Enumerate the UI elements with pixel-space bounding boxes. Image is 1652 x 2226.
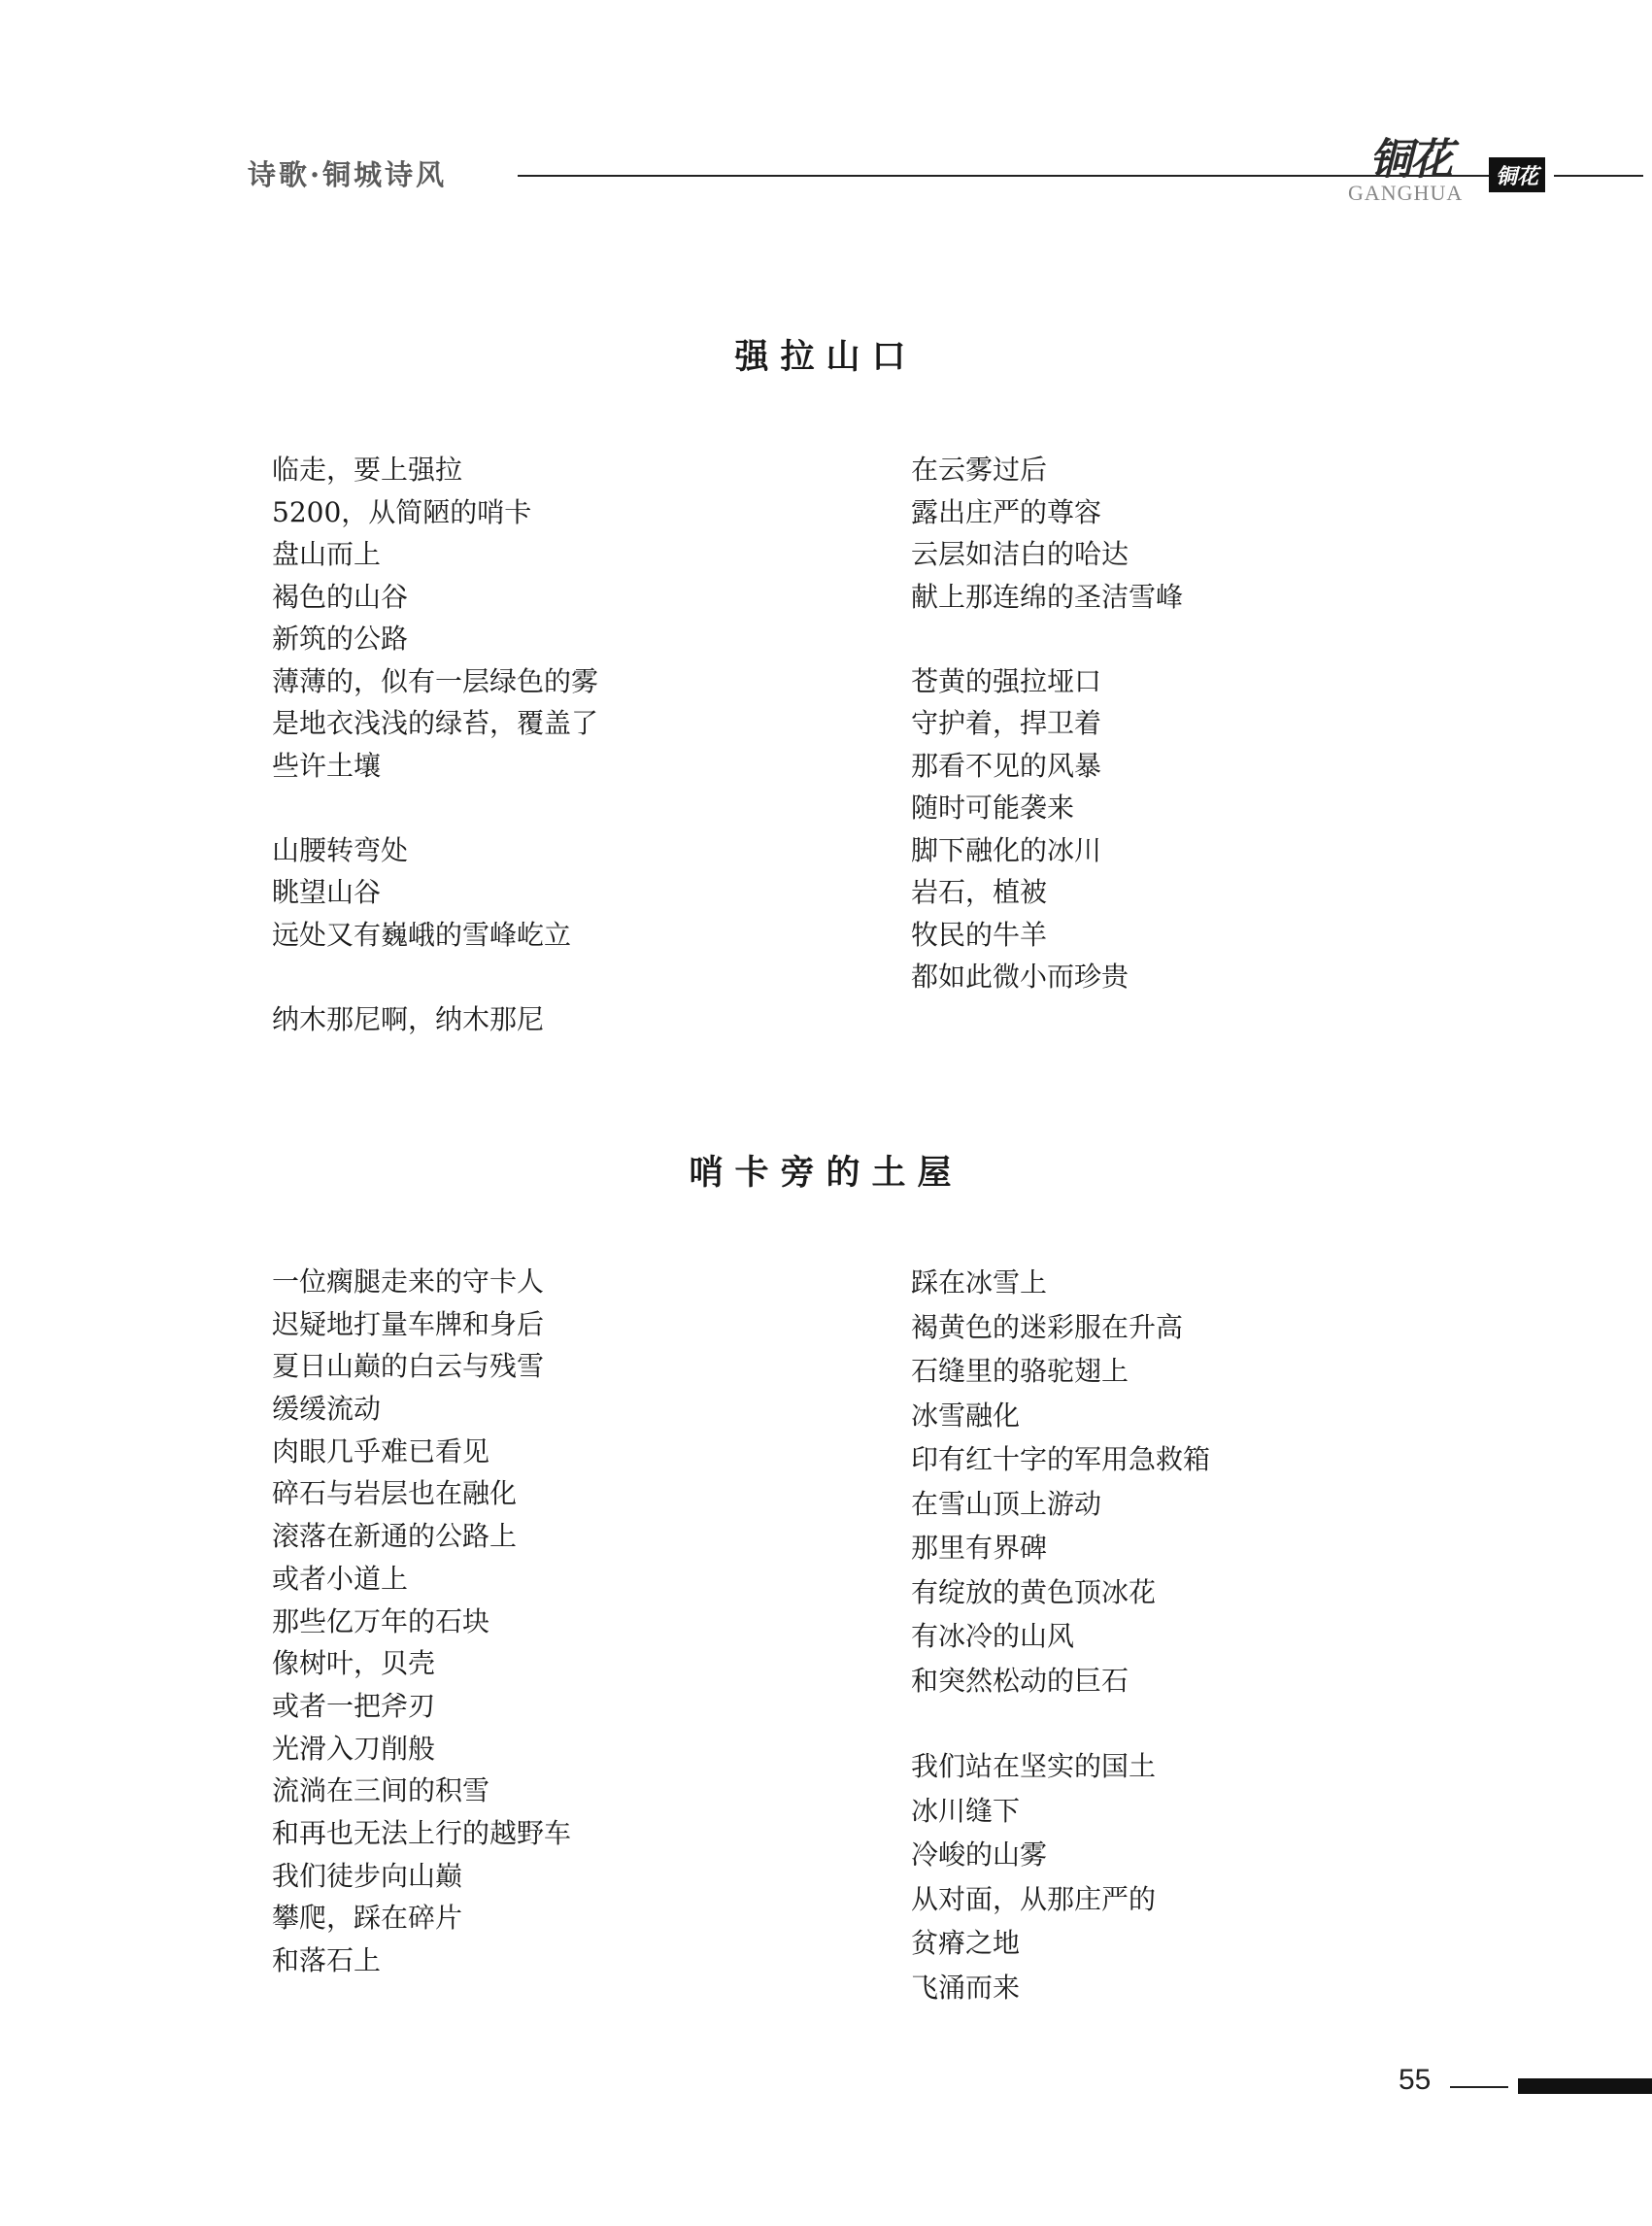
poem-line: 眺望山谷: [272, 876, 382, 908]
header-rule: [518, 175, 1489, 177]
poem-line: 踩在冰雪上: [911, 1266, 1048, 1298]
poem-line: 冰川缝下: [911, 1794, 1021, 1827]
poem-line: 纳木那尼啊，纳木那尼: [272, 1002, 545, 1035]
poem-line: 在云雾过后: [911, 454, 1048, 486]
poem-line: 云层如洁白的哈达: [911, 538, 1129, 570]
poem-line: 和落石上: [272, 1944, 382, 1976]
poem-line: 迟疑地打量车牌和身后: [272, 1307, 545, 1340]
poem-title: 哨卡旁的土屋: [689, 1153, 963, 1193]
poem-line: 有绽放的黄色顶冰花: [911, 1575, 1157, 1608]
stanza-break: [272, 787, 598, 829]
poem-line: 冷峻的山雾: [911, 1838, 1048, 1871]
poem-line: 褐黄色的迷彩服在升高: [911, 1310, 1184, 1343]
poem-column-left: [272, 1261, 571, 1982]
poem-line: 像树叶，贝壳: [272, 1647, 436, 1680]
poem-line: 碎石与岩层也在融化: [272, 1477, 518, 1510]
poem-line: 一位瘸腿走来的守卡人: [272, 1265, 545, 1298]
poem-line: 有冰冷的山风: [911, 1620, 1075, 1652]
poem-line: 冰雪融化: [911, 1399, 1021, 1432]
poem-line: 或者一把斧刃: [272, 1689, 436, 1722]
poem-line: 我们站在坚实的国土: [911, 1750, 1157, 1782]
poem-line: 那里有界碑: [911, 1532, 1048, 1564]
poem-line: 5200，从简陋的哨卡: [272, 495, 532, 528]
poem-line: 石缝里的骆驼翅上: [911, 1355, 1129, 1387]
poem-line: 随时可能袭来: [911, 792, 1075, 824]
stanza-break: [272, 956, 598, 998]
poem-column-right: [911, 449, 1183, 998]
poem-line: 都如此微小而珍贵: [911, 961, 1129, 993]
poem-line: 夏日山巅的白云与残雪: [272, 1350, 545, 1383]
magazine-logo-badge: 铜花: [1489, 157, 1545, 192]
poem-line: 岩石，植被: [911, 876, 1048, 908]
poem-line: 献上那连绵的圣洁雪峰: [911, 580, 1184, 613]
poem-line: 印有红十字的军用急救箱: [911, 1443, 1211, 1475]
poem-line: 临走，要上强拉: [272, 454, 463, 486]
poem-line: 那看不见的风暴: [911, 749, 1102, 782]
poem-line: 脚下融化的冰川: [911, 833, 1102, 866]
magazine-logo-subtitle: GANGHUA: [1348, 181, 1464, 205]
poem-line: 缓缓流动: [272, 1393, 382, 1426]
poem-line: 飞涌而来: [911, 1971, 1021, 2004]
poem-line: 盘山而上: [272, 538, 382, 570]
poem-line: 褐色的山谷: [272, 580, 409, 613]
poem-line: 是地衣浅浅的绿苔，覆盖了: [272, 707, 599, 739]
poem-line: 光滑入刀削般: [272, 1732, 436, 1765]
poem-line: 薄薄的，似有一层绿色的雾: [272, 664, 599, 697]
section-label: 诗歌·铜城诗风: [248, 158, 448, 191]
footer-rule: [1450, 2086, 1508, 2088]
poem-line: 些许土壤: [272, 749, 382, 782]
poem-line: 露出庄严的尊容: [911, 495, 1102, 528]
poem-line: 山腰转弯处: [272, 833, 409, 866]
poem-line: 我们徒步向山巅: [272, 1859, 463, 1892]
stanza-break: [911, 1703, 1210, 1744]
poem-line: 远处又有巍峨的雪峰屹立: [272, 918, 572, 951]
poem-line: 在雪山顶上游动: [911, 1487, 1102, 1520]
page-number: 55: [1399, 2064, 1432, 2096]
poem-line: 贫瘠之地: [911, 1927, 1021, 1959]
poem-column-left: [272, 449, 598, 1040]
poem-title: 强拉山口: [734, 337, 918, 377]
poem-line: 流淌在三间的积雪: [272, 1774, 490, 1807]
poem-column-right: [911, 1261, 1210, 2009]
poem-line: 新筑的公路: [272, 623, 409, 655]
magazine-logo: 铜花: [1369, 135, 1451, 185]
poem-line: 那些亿万年的石块: [272, 1604, 490, 1637]
poem-line: 滚落在新通的公路上: [272, 1520, 518, 1553]
poem-line: 从对面，从那庄严的: [911, 1882, 1157, 1915]
poem-line: 和再也无法上行的越野车: [272, 1816, 572, 1849]
header-rule-right: [1554, 175, 1643, 177]
footer-bar: [1518, 2078, 1652, 2094]
poem-line: 或者小道上: [272, 1562, 409, 1595]
poem-line: 攀爬，踩在碎片: [272, 1902, 463, 1935]
poem-line: 苍黄的强拉垭口: [911, 664, 1102, 697]
poem-line: 肉眼几乎难已看见: [272, 1434, 490, 1467]
poem-line: 和突然松动的巨石: [911, 1664, 1129, 1697]
stanza-break: [911, 618, 1183, 660]
poem-line: 守护着，捍卫着: [911, 707, 1102, 739]
poem-line: 牧民的牛羊: [911, 918, 1048, 951]
